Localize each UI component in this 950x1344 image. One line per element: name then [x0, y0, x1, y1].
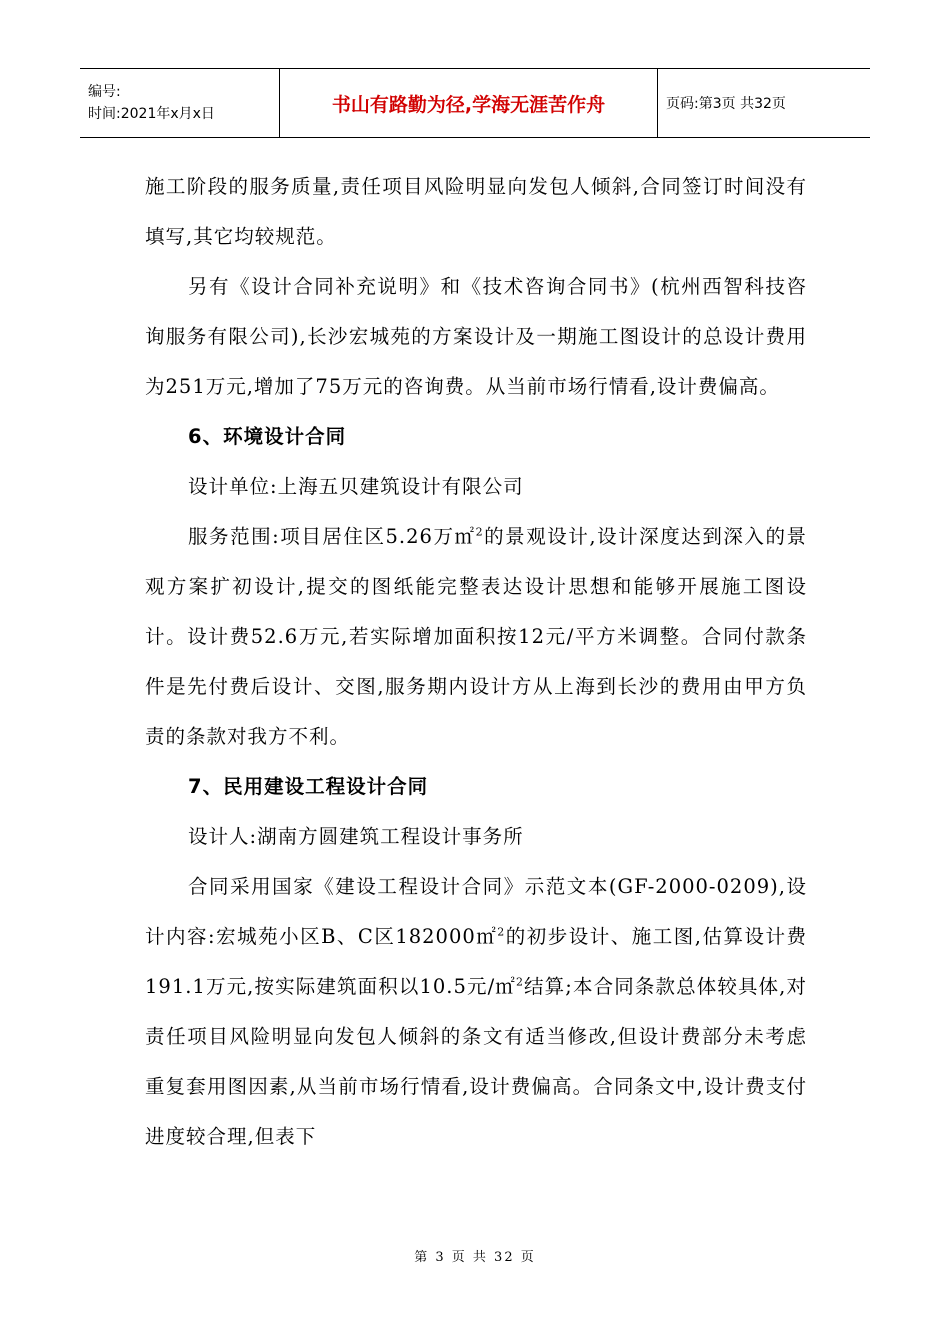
service-scope-text-b: 的景观设计,设计深度达到深入的景观方案扩初设计,提交的图纸能完整表达设计思想和能够开展施工图设计。设计费52.6万元,若实际增加面积按12元/平方米调整。合同付款条件是先付费后设计、交图,服务期内设计方从上海到长沙的费用由甲方负责的条款对我方不利。 — [145, 525, 807, 748]
contract-text-a: 合同采用国家《建设工程设计合同》示范文本(GF-2000-0209),设计内容:宏城苑小区B、C区182000㎡ — [145, 875, 807, 948]
header-page-info — [658, 69, 870, 137]
document-body — [145, 162, 807, 1162]
paragraph-designer: 设计人:湖南方圆建筑工程设计事务所 — [188, 825, 524, 848]
contract-text-c: 结算;本合同条款总体较具体,对责任项目风险明显向发包人倾斜的条文有适当修改,但设计费部分未考虑重复套用图因素,从当前市场行情看,设计费偏高。合同条文中,设计费支付进度较合理,但表下 — [145, 975, 807, 1148]
header-motto — [280, 69, 658, 137]
section-heading-6: 6、环境设计合同 — [188, 425, 347, 448]
paragraph-contract-details — [145, 862, 807, 1162]
superscript-2: 2 — [475, 525, 484, 539]
section-heading-7: 7、民用建设工程设计合同 — [188, 775, 429, 798]
motto-text: 书山有路勤为径,学海无涯苦作舟 — [331, 93, 606, 116]
document-time-label: 时间:2021年x月x日 — [88, 106, 215, 122]
page-footer: 第 3 页 共 32 页 — [414, 1250, 536, 1265]
paragraph-continuation: 施工阶段的服务质量,责任项目风险明显向发包人倾斜,合同签订时间没有填写,其它均较规范。 — [145, 175, 807, 248]
page-header — [80, 68, 870, 138]
header-page-number: 页码:第3页 共32页 — [666, 96, 786, 112]
paragraph-supplement: 另有《设计合同补充说明》和《技术咨询合同书》(杭州西智科技咨询服务有限公司),长沙宏城苑的方案设计及一期施工图设计的总设计费用为251万元,增加了75万元的咨询费。从当前市场行情看,设计费偏高。 — [145, 275, 807, 398]
header-meta — [80, 69, 280, 137]
paragraph-service-scope — [145, 512, 807, 762]
superscript-2: 2 — [497, 925, 506, 939]
contract-text-b: 的初步设计、施工图,估算设计费191.1万元,按实际建筑面积以10.5元/㎡ — [145, 925, 807, 998]
document-number-label: 编号: — [88, 84, 121, 100]
service-scope-text-a: 服务范围:项目居住区5.26万㎡ — [188, 525, 476, 548]
superscript-2: 2 — [515, 975, 524, 989]
paragraph-design-unit: 设计单位:上海五贝建筑设计有限公司 — [188, 475, 524, 498]
